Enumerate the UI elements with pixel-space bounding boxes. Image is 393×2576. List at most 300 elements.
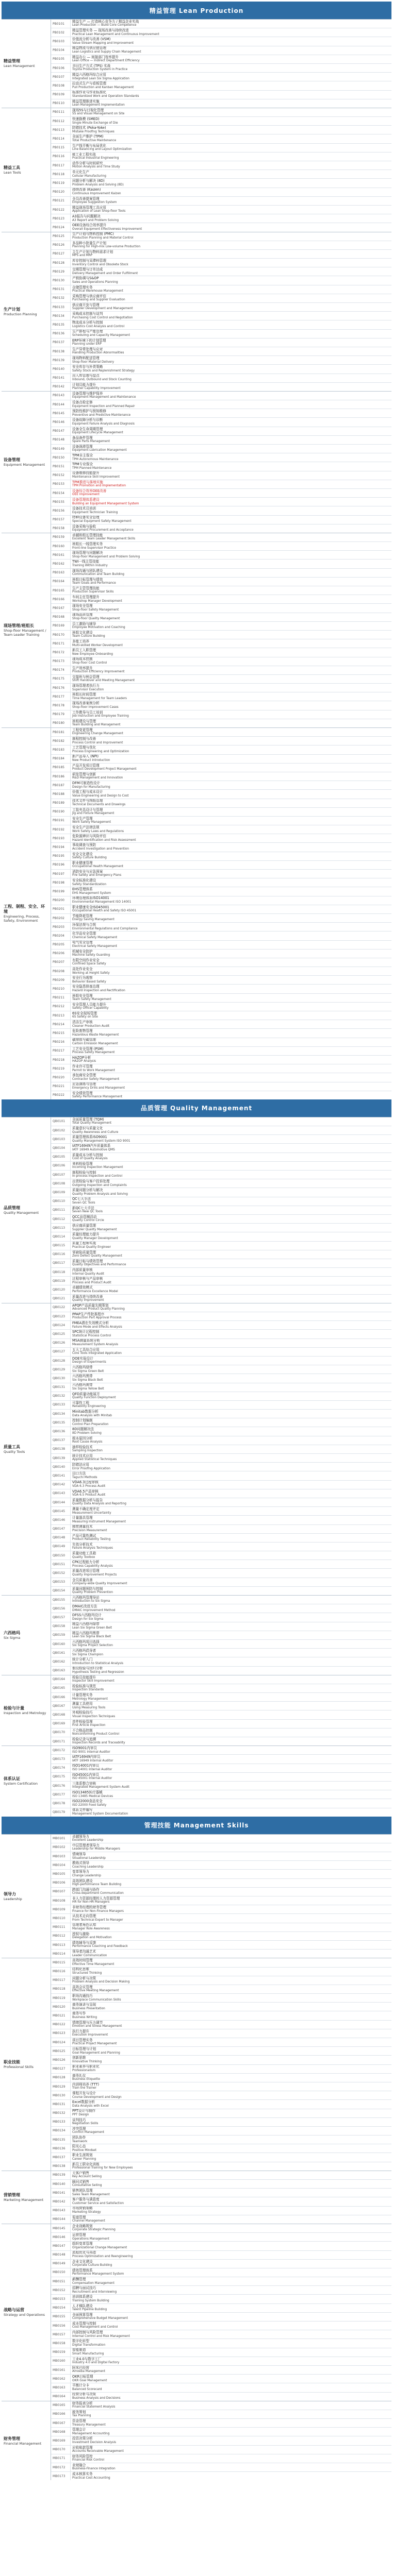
course-row[interactable] <box>51 206 391 214</box>
course-code: PB0207 <box>51 958 71 967</box>
course-row[interactable] <box>51 223 391 231</box>
course-row[interactable] <box>51 994 391 1003</box>
course-row[interactable] <box>51 400 391 409</box>
course-row[interactable] <box>51 560 391 568</box>
course-row[interactable] <box>51 1773 391 1782</box>
course-row[interactable] <box>51 214 391 223</box>
course-row[interactable] <box>51 1365 391 1374</box>
course-row[interactable] <box>51 91 391 99</box>
course-row[interactable] <box>51 1923 391 1932</box>
course-row[interactable] <box>51 2321 391 2330</box>
course-row[interactable] <box>51 1242 391 1250</box>
course-row[interactable] <box>51 1206 391 1215</box>
course-row[interactable] <box>51 1587 391 1595</box>
course-row[interactable] <box>51 2118 391 2127</box>
course-row[interactable] <box>51 2357 391 2366</box>
course-row[interactable] <box>51 861 391 870</box>
course-row[interactable] <box>51 1303 391 1312</box>
course-row[interactable] <box>51 436 391 445</box>
course-row[interactable] <box>51 2003 391 2011</box>
course-row[interactable] <box>51 728 391 737</box>
course-row[interactable] <box>51 675 391 684</box>
course-row[interactable] <box>51 843 391 852</box>
course-row[interactable] <box>51 1489 391 1498</box>
course-row[interactable] <box>51 1082 391 1091</box>
course-row[interactable] <box>51 1011 391 1020</box>
course-row[interactable] <box>51 1710 391 1719</box>
course-row[interactable] <box>51 808 391 817</box>
course-title <box>71 631 391 639</box>
course-row[interactable] <box>51 1941 391 1950</box>
course-row[interactable] <box>51 2215 391 2224</box>
course-row[interactable] <box>51 285 391 294</box>
course-row[interactable] <box>51 684 391 692</box>
course-row[interactable] <box>51 1401 391 1410</box>
course-row[interactable] <box>51 1188 391 1197</box>
course-row[interactable] <box>51 2454 391 2463</box>
course-row[interactable] <box>51 126 391 134</box>
course-row[interactable] <box>51 887 391 896</box>
course-row[interactable] <box>51 950 391 958</box>
course-row[interactable] <box>51 1153 391 1162</box>
course-row[interactable] <box>51 533 391 542</box>
course-title <box>71 64 391 72</box>
course-row[interactable] <box>51 790 391 799</box>
course-title-chinese: 结构化思维 <box>72 1967 89 1972</box>
course-row[interactable] <box>51 20 391 28</box>
course-row[interactable] <box>51 2189 391 2197</box>
course-row[interactable] <box>51 28 391 37</box>
course-row[interactable] <box>51 764 391 772</box>
course-title-chinese: 价值工程与成本设计 <box>72 790 103 794</box>
course-row[interactable] <box>51 64 391 73</box>
course-row[interactable] <box>51 1029 391 1038</box>
course-row[interactable] <box>51 73 391 81</box>
course-row[interactable] <box>51 330 391 338</box>
course-row[interactable] <box>51 1631 391 1640</box>
course-title <box>71 1870 391 1878</box>
course-row[interactable] <box>51 1596 391 1604</box>
course-row[interactable] <box>51 1534 391 1543</box>
course-title-chinese: 产销协调与S&OP <box>72 276 99 281</box>
course-row[interactable] <box>51 817 391 825</box>
course-row[interactable] <box>51 622 391 631</box>
course-row[interactable] <box>51 1507 391 1516</box>
course-row[interactable] <box>51 1994 391 2003</box>
course-title-chinese: 全面预算管理 <box>72 2312 93 2317</box>
course-row[interactable] <box>51 1950 391 1958</box>
course-row[interactable] <box>51 2463 391 2472</box>
course-row[interactable] <box>51 1968 391 1976</box>
course-row[interactable] <box>51 2100 391 2109</box>
course-row[interactable] <box>51 250 391 259</box>
course-row[interactable] <box>51 1498 391 1507</box>
course-row[interactable] <box>51 506 391 515</box>
course-row[interactable] <box>51 1843 391 1852</box>
course-row[interactable] <box>51 524 391 533</box>
course-row[interactable] <box>51 2348 391 2357</box>
course-row[interactable] <box>51 2277 391 2286</box>
course-row[interactable] <box>51 1197 391 1206</box>
course-row[interactable] <box>51 896 391 905</box>
course-row[interactable] <box>51 152 391 161</box>
course-row[interactable] <box>51 1888 391 1896</box>
course-title-chinese: 绩效辅导与反馈 <box>72 1940 96 1945</box>
course-row[interactable] <box>51 1720 391 1728</box>
course-row[interactable] <box>51 1463 391 1471</box>
course-row[interactable] <box>51 1250 391 1259</box>
course-row[interactable] <box>51 1224 391 1232</box>
course-row[interactable] <box>51 1976 391 1985</box>
course-row[interactable] <box>51 1516 391 1524</box>
course-row[interactable] <box>51 1295 391 1303</box>
course-title-english: Supplier Development and Management <box>72 307 133 311</box>
course-row[interactable] <box>51 1144 391 1153</box>
course-row[interactable] <box>51 480 391 489</box>
course-row[interactable] <box>51 2021 391 2029</box>
course-row[interactable] <box>51 1445 391 1454</box>
course-row[interactable] <box>51 383 391 391</box>
course-row[interactable] <box>51 1383 391 1392</box>
course-row[interactable] <box>51 338 391 347</box>
course-row[interactable] <box>51 1073 391 1082</box>
course-row[interactable] <box>51 2144 391 2153</box>
course-row[interactable] <box>51 320 391 329</box>
course-row[interactable] <box>51 1808 391 1817</box>
course-row[interactable] <box>51 1259 391 1268</box>
course-row[interactable] <box>51 2286 391 2295</box>
course-row[interactable] <box>51 595 391 604</box>
course-row[interactable] <box>51 586 391 595</box>
course-row[interactable] <box>51 1764 391 1773</box>
course-row[interactable] <box>51 2436 391 2445</box>
course-row[interactable] <box>51 1914 391 1923</box>
course-row[interactable] <box>51 2207 391 2215</box>
course-row[interactable] <box>51 1056 391 1064</box>
course-row[interactable] <box>51 631 391 639</box>
course-row[interactable] <box>51 1905 391 1914</box>
course-row[interactable] <box>51 2401 391 2410</box>
course-row[interactable] <box>51 2074 391 2082</box>
course-row[interactable] <box>51 1277 391 1285</box>
course-row[interactable] <box>51 941 391 950</box>
course-row[interactable] <box>51 914 391 923</box>
course-row[interactable] <box>51 781 391 790</box>
course-row[interactable] <box>51 1003 391 1011</box>
course-row[interactable] <box>51 666 391 675</box>
course-row[interactable] <box>51 578 391 586</box>
course-row[interactable] <box>51 1285 391 1294</box>
course-row[interactable] <box>51 471 391 480</box>
course-row[interactable] <box>51 312 391 320</box>
course-row[interactable] <box>51 445 391 453</box>
course-row[interactable] <box>51 1215 391 1224</box>
course-row[interactable] <box>51 1410 391 1418</box>
course-row[interactable] <box>51 2419 391 2428</box>
course-row[interactable] <box>51 267 391 276</box>
course-row[interactable] <box>51 294 391 303</box>
course-title-chinese: 安全生产管理 <box>72 816 93 821</box>
course-row[interactable] <box>51 2330 391 2339</box>
course-row[interactable] <box>51 462 391 471</box>
course-row[interactable] <box>51 1330 391 1338</box>
course-row[interactable] <box>51 799 391 808</box>
course-row[interactable] <box>51 2295 391 2303</box>
course-row[interactable] <box>51 745 391 754</box>
course-row[interactable] <box>51 2260 391 2268</box>
course-code: PB0124 <box>51 223 71 231</box>
course-row[interactable] <box>51 134 391 143</box>
course-row[interactable] <box>51 657 391 666</box>
course-row[interactable] <box>51 2171 391 2180</box>
course-row[interactable] <box>51 639 391 648</box>
course-row[interactable] <box>51 2224 391 2233</box>
course-row[interactable] <box>51 2082 391 2091</box>
course-row[interactable] <box>51 374 391 383</box>
course-row[interactable] <box>51 1649 391 1657</box>
course-row[interactable] <box>51 2038 391 2047</box>
course-row[interactable] <box>51 1374 391 1383</box>
course-row[interactable] <box>51 1693 391 1702</box>
course-row[interactable] <box>51 905 391 914</box>
course-row[interactable] <box>51 1675 391 1684</box>
course-row[interactable] <box>51 958 391 967</box>
course-row[interactable] <box>51 2029 391 2038</box>
course-row[interactable] <box>51 1471 391 1480</box>
course-row[interactable] <box>51 825 391 834</box>
course-row[interactable] <box>51 1985 391 1994</box>
course-row[interactable] <box>51 1861 391 1870</box>
course-row[interactable] <box>51 1896 391 1905</box>
course-row[interactable] <box>51 1852 391 1861</box>
course-row[interactable] <box>51 347 391 356</box>
course-row[interactable] <box>51 2304 391 2313</box>
course-row[interactable] <box>51 1879 391 1888</box>
course-row[interactable] <box>51 2410 391 2419</box>
course-title <box>71 1011 391 1020</box>
course-row[interactable] <box>51 648 391 657</box>
course-row[interactable] <box>51 967 391 976</box>
course-row[interactable] <box>51 2180 391 2189</box>
course-title-chinese: 供应商开发与管理 <box>72 303 100 307</box>
course-row[interactable] <box>51 2313 391 2321</box>
course-row[interactable] <box>51 55 391 64</box>
course-row[interactable] <box>51 1436 391 1445</box>
course-row[interactable] <box>51 719 391 727</box>
course-row[interactable] <box>51 1799 391 1808</box>
course-row[interactable] <box>51 569 391 578</box>
course-row[interactable] <box>51 489 391 498</box>
course-row[interactable] <box>51 737 391 745</box>
course-row[interactable] <box>51 1622 391 1631</box>
course-row[interactable] <box>51 1357 391 1365</box>
course-code: QB0158 <box>51 1622 71 1631</box>
course-row[interactable] <box>51 516 391 524</box>
course-row[interactable] <box>51 834 391 843</box>
course-row[interactable] <box>51 755 391 764</box>
course-row[interactable] <box>51 604 391 613</box>
course-row[interactable] <box>51 1604 391 1613</box>
course-row[interactable] <box>51 923 391 931</box>
course-code: QB0105 <box>51 1153 71 1161</box>
course-row[interactable] <box>51 276 391 285</box>
course-title-chinese: 问题分析与决策 <box>72 1976 96 1980</box>
course-row[interactable] <box>51 1126 391 1135</box>
course-row[interactable] <box>51 2428 391 2436</box>
course-row[interactable] <box>51 303 391 312</box>
course-row[interactable] <box>51 542 391 551</box>
course-row[interactable] <box>51 852 391 861</box>
course-row[interactable] <box>51 2375 391 2383</box>
course-row[interactable] <box>51 1312 391 1321</box>
course-title-english: Mistake Proofing Techniques <box>72 130 114 133</box>
course-row[interactable] <box>51 2056 391 2064</box>
course-row[interactable] <box>51 2109 391 2118</box>
course-row[interactable] <box>51 1348 391 1357</box>
course-row[interactable] <box>51 772 391 781</box>
course-row[interactable] <box>51 1525 391 1534</box>
course-row[interactable] <box>51 1560 391 1569</box>
course-row[interactable] <box>51 2162 391 2171</box>
course-row[interactable] <box>51 117 391 126</box>
course-row[interactable] <box>51 1064 391 1073</box>
course-row[interactable] <box>51 2197 391 2206</box>
course-row[interactable] <box>51 161 391 170</box>
course-row[interactable] <box>51 1427 391 1436</box>
course-row[interactable] <box>51 1728 391 1737</box>
course-row[interactable] <box>51 37 391 46</box>
course-row[interactable] <box>51 1702 391 1710</box>
course-code: QB0179 <box>51 1808 71 1817</box>
course-row[interactable] <box>51 2047 391 2056</box>
course-row[interactable] <box>51 1232 391 1241</box>
course-row[interactable] <box>51 1321 391 1330</box>
course-row[interactable] <box>51 2091 391 2100</box>
course-row[interactable] <box>51 241 391 250</box>
course-row[interactable] <box>51 1613 391 1622</box>
course-row[interactable] <box>51 878 391 887</box>
course-row[interactable] <box>51 2242 391 2250</box>
course-row[interactable] <box>51 498 391 506</box>
course-row[interactable] <box>51 1339 391 1348</box>
course-row[interactable] <box>51 2393 391 2401</box>
course-row[interactable] <box>51 418 391 427</box>
course-row[interactable] <box>51 392 391 400</box>
course-row[interactable] <box>51 1091 391 1099</box>
course-row[interactable] <box>51 1418 391 1427</box>
course-code: QB0169 <box>51 1720 71 1728</box>
course-row[interactable] <box>51 870 391 878</box>
course-row[interactable] <box>51 2339 391 2348</box>
course-row[interactable] <box>51 2383 391 2392</box>
course-row[interactable] <box>51 81 391 90</box>
course-row[interactable] <box>51 179 391 188</box>
category-name: 工程、制程、安全、环境 <box>4 904 45 914</box>
course-row[interactable] <box>51 2153 391 2162</box>
course-row[interactable] <box>51 1870 391 1878</box>
course-row[interactable] <box>51 2472 391 2480</box>
course-row[interactable] <box>51 1578 391 1587</box>
course-row[interactable] <box>51 409 391 418</box>
course-row[interactable] <box>51 1782 391 1790</box>
course-row[interactable] <box>51 144 391 152</box>
category-english-name: Equipment Management <box>4 462 45 467</box>
course-row[interactable] <box>51 1543 391 1551</box>
course-row[interactable] <box>51 2233 391 2242</box>
course-row[interactable] <box>51 1481 391 1489</box>
course-code: QB0116 <box>51 1250 71 1259</box>
course-row[interactable] <box>51 2366 391 2375</box>
course-row[interactable] <box>51 1020 391 1029</box>
course-row[interactable] <box>51 365 391 374</box>
course-row[interactable] <box>51 1737 391 1745</box>
course-row[interactable] <box>51 2065 391 2074</box>
course-row[interactable] <box>51 2127 391 2136</box>
course-row[interactable] <box>51 1268 391 1277</box>
course-row[interactable] <box>51 108 391 117</box>
course-row[interactable] <box>51 1047 391 1056</box>
course-row[interactable] <box>51 985 391 993</box>
course-row[interactable] <box>51 197 391 206</box>
course-row[interactable] <box>51 99 391 108</box>
course-row[interactable] <box>51 1640 391 1649</box>
course-row[interactable] <box>51 701 391 710</box>
course-row[interactable] <box>51 2446 391 2454</box>
course-row[interactable] <box>51 46 391 55</box>
course-row[interactable] <box>51 1790 391 1799</box>
course-row[interactable] <box>51 427 391 436</box>
course-row[interactable] <box>51 2251 391 2260</box>
course-row[interactable] <box>51 1038 391 1047</box>
course-row[interactable] <box>51 1454 391 1463</box>
course-row[interactable] <box>51 1135 391 1144</box>
course-row[interactable] <box>51 1392 391 1401</box>
course-row[interactable] <box>51 356 391 365</box>
course-row[interactable] <box>51 613 391 622</box>
course-row[interactable] <box>51 453 391 462</box>
course-row[interactable] <box>51 188 391 197</box>
course-row[interactable] <box>51 232 391 241</box>
course-row[interactable] <box>51 2268 391 2277</box>
course-row[interactable] <box>51 1755 391 1764</box>
course-row[interactable] <box>51 1932 391 1941</box>
course-row[interactable] <box>51 976 391 985</box>
course-row[interactable] <box>51 2011 391 2020</box>
course-row[interactable] <box>51 1746 391 1755</box>
course-row[interactable] <box>51 1684 391 1693</box>
course-row[interactable] <box>51 1657 391 1666</box>
course-title-chinese: 目标管理与计划 <box>72 2047 96 2052</box>
course-row[interactable] <box>51 1569 391 1578</box>
course-code: PB0209 <box>51 976 71 984</box>
course-row[interactable] <box>51 1551 391 1560</box>
course-row[interactable] <box>51 170 391 179</box>
course-row[interactable] <box>51 1179 391 1188</box>
course-row[interactable] <box>51 931 391 940</box>
course-row[interactable] <box>51 1117 391 1126</box>
course-title-chinese: 现场沟通与团队建设 <box>72 568 103 573</box>
course-row[interactable] <box>51 710 391 719</box>
course-row[interactable] <box>51 1958 391 1967</box>
course-row[interactable] <box>51 1171 391 1179</box>
course-row[interactable] <box>51 1667 391 1675</box>
course-row[interactable] <box>51 1162 391 1171</box>
course-row[interactable] <box>51 551 391 560</box>
course-row[interactable] <box>51 1835 391 1843</box>
course-row[interactable] <box>51 692 391 701</box>
course-row[interactable] <box>51 2136 391 2144</box>
course-row[interactable] <box>51 259 391 267</box>
